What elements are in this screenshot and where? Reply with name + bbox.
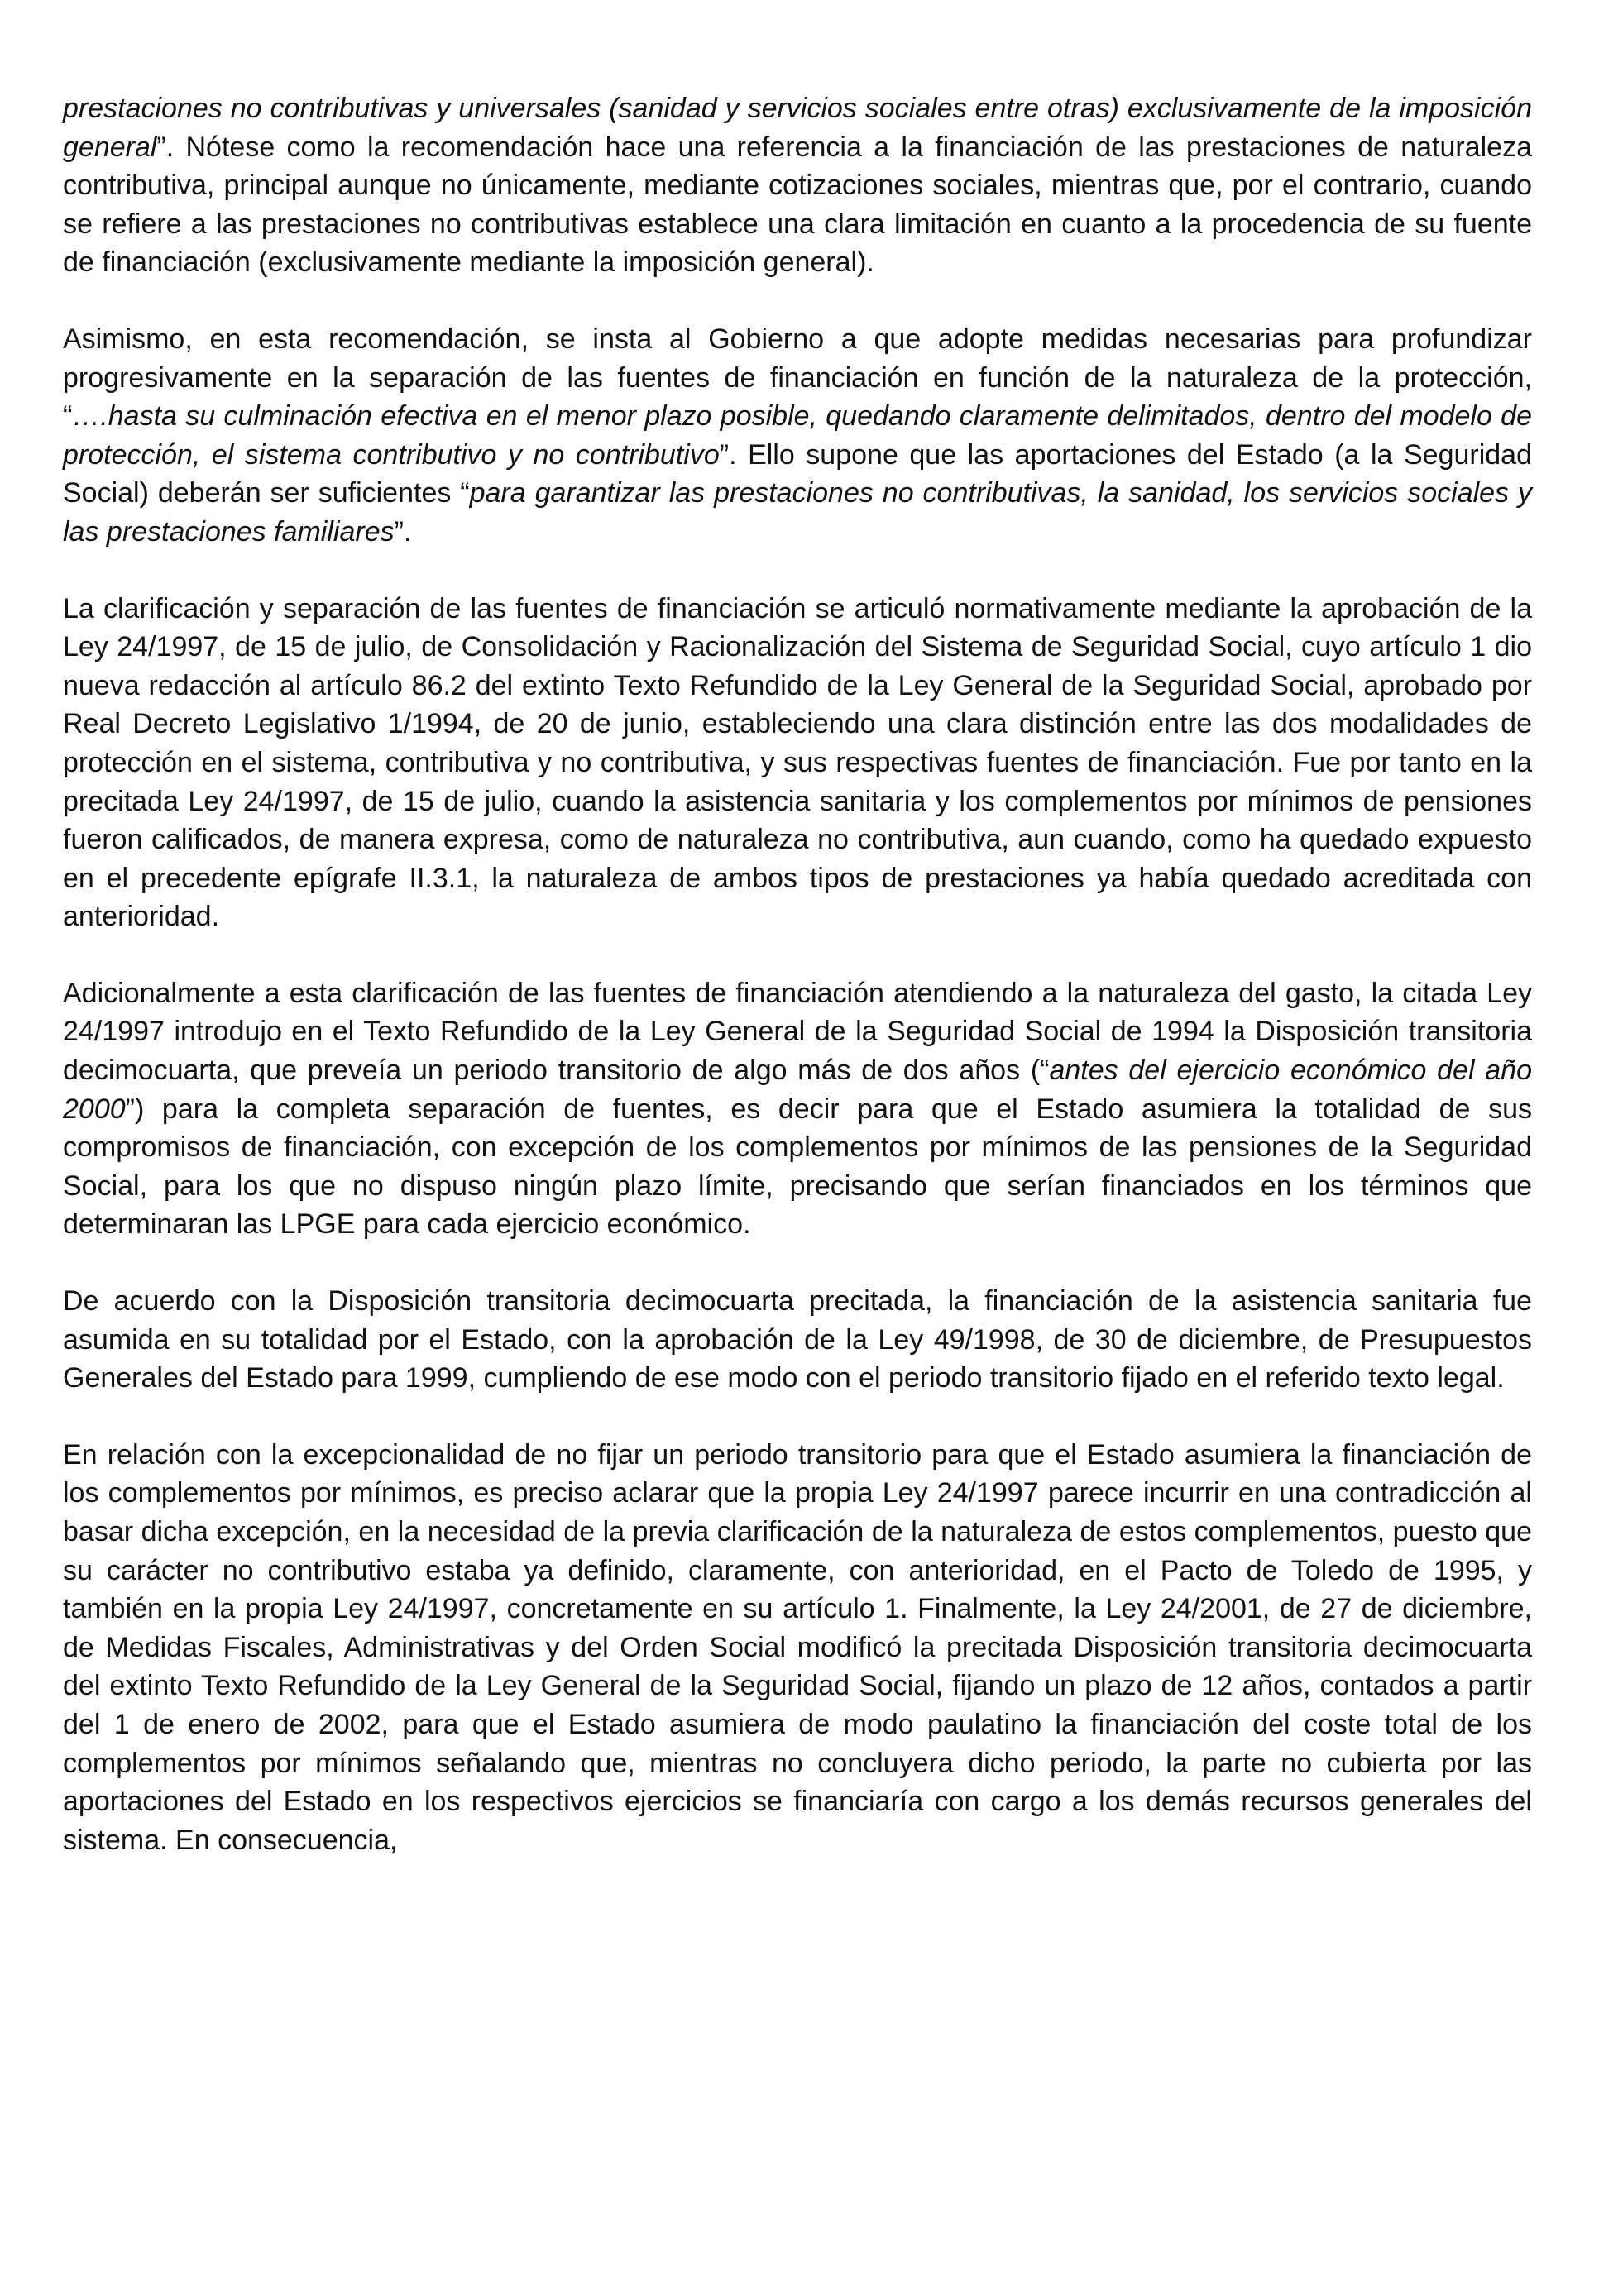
italic-text: para garantizar las prestaciones no contributivas, la sanidad, los servicios sociales y las prestaciones familiares [63, 477, 1532, 548]
text-run: De acuerdo con la Disposición transitoria decimocuarta precitada, la financiación de la asistencia sanitaria fue asumida en su totalidad por el Estado, con la aprobación de la Ley 49/1998, de 30 de diciembre, de Presupuestos Generales del Estado para 1999, cumpliendo de ese modo con el periodo transitorio fijado en el referido texto legal. [63, 1285, 1532, 1394]
text-run: ”. [394, 515, 412, 548]
italic-text: antes del ejercicio económico del año 2000 [63, 1055, 1532, 1125]
paragraph [63, 1436, 1532, 1860]
text-run: ”) para la completa separación de fuentes, es decir para que el Estado asumiera la totalidad de sus compromisos de financiación, con excepción de los complementos por mínimos de las pensiones de la Seguridad Social, para los que no dispuso ningún plazo límite, precisando que serían financiados en los términos que determinaran las LPGE para cada ejercicio económico. [63, 1093, 1532, 1241]
paragraph [63, 89, 1532, 282]
paragraph [63, 1282, 1532, 1398]
italic-text: prestaciones no contributivas y universales (sanidad y servicios sociales entre otras) exclusivamente de la imposición general [63, 93, 1532, 163]
text-run: ”. Ello supone que las aportaciones del Estado (a la Seguridad Social) deberán ser suficientes “ [63, 438, 1533, 509]
text-run: En relación con la excepcionalidad de no fijar un periodo transitorio para que el Estado asumiera la financiación de los complementos por mínimos, es preciso aclarar que la propia Ley 24/1997 parece incurrir en una contradicción al basar dicha excepción, en la necesidad de la previa clarificación de la naturaleza de estos complementos, puesto que su carácter no contributivo estaba ya definido, claramente, con anterioridad, en el Pacto de Toledo de 1995, y también en la propia Ley 24/1997, concretamente en su artículo 1. Finalmente, la Ley 24/2001, de 27 de diciembre, de Medidas Fiscales, Administrativas y del Orden Social modificó la precitada Disposición transitoria decimocuarta del extinto Texto Refundido de la Ley General de la Seguridad Social, fijando un plazo de 12 años, contados a partir del 1 de enero de 2002, para que el Estado asumiera de modo paulatino la financiación del coste total de los complementos por mínimos señalando que, mientras no concluyera dicho periodo, la parte no cubierta por las aportaciones del Estado en los respectivos ejercicios se financiaría con cargo a los demás recursos generales del sistema. En consecuencia, [63, 1438, 1532, 1856]
paragraph [63, 320, 1532, 552]
paragraph [63, 974, 1532, 1244]
paragraph [63, 590, 1532, 936]
document-page [63, 89, 1532, 1859]
text-run: ”. Nótese como la recomendación hace una referencia a la financiación de las prestaciones de naturaleza contributiva, principal aunque no únicamente, mediante cotizaciones sociales, mientras que, por el contrario, cuando se refiere a las prestaciones no contributivas establece una clara limitación en cuanto a la procedencia de su fuente de financiación (exclusivamente mediante la imposición general). [63, 131, 1532, 279]
text-run: La clarificación y separación de las fuentes de financiación se articuló normativamente mediante la aprobación de la Ley 24/1997, de 15 de julio, de Consolidación y Racionalización del Sistema de Seguridad Social, cuyo artículo 1 dio nueva redacción al artículo 86.2 del extinto Texto Refundido de la Ley General de la Seguridad Social, aprobado por Real Decreto Legislativo 1/1994, de 20 de junio, estableciendo una clara distinción entre las dos modalidades de protección en el sistema, contributiva y no contributiva, y sus respectivas fuentes de financiación. Fue por tanto en la precitada Ley 24/1997, de 15 de julio, cuando la asistencia sanitaria y los complementos por mínimos de pensiones fueron calificados, de manera expresa, como de naturaleza no contributiva, aun cuando, como ha quedado expuesto en el precedente epígrafe II.3.1, la naturaleza de ambos tipos de prestaciones ya había quedado acreditada con anterioridad. [63, 592, 1532, 933]
italic-text: ….hasta su culminación efectiva en el menor plazo posible, quedando claramente delimitados, dentro del modelo de protección, el sistema contributivo y no contributivo [63, 400, 1532, 471]
text-run: Adicionalmente a esta clarificación de las fuentes de financiación atendiendo a la naturaleza del gasto, la citada Ley 24/1997 introdujo en el Texto Refundido de la Ley General de la Seguridad Social de 1994 la Disposición transitoria decimocuarta, que preveía un periodo transitorio de algo más de dos años (“ [63, 977, 1532, 1087]
text-run: Asimismo, en esta recomendación, se insta al Gobierno a que adopte medidas necesarias para profundizar progresivamente en la separación de las fuentes de financiación en función de la naturaleza de la protección, “ [63, 323, 1532, 433]
